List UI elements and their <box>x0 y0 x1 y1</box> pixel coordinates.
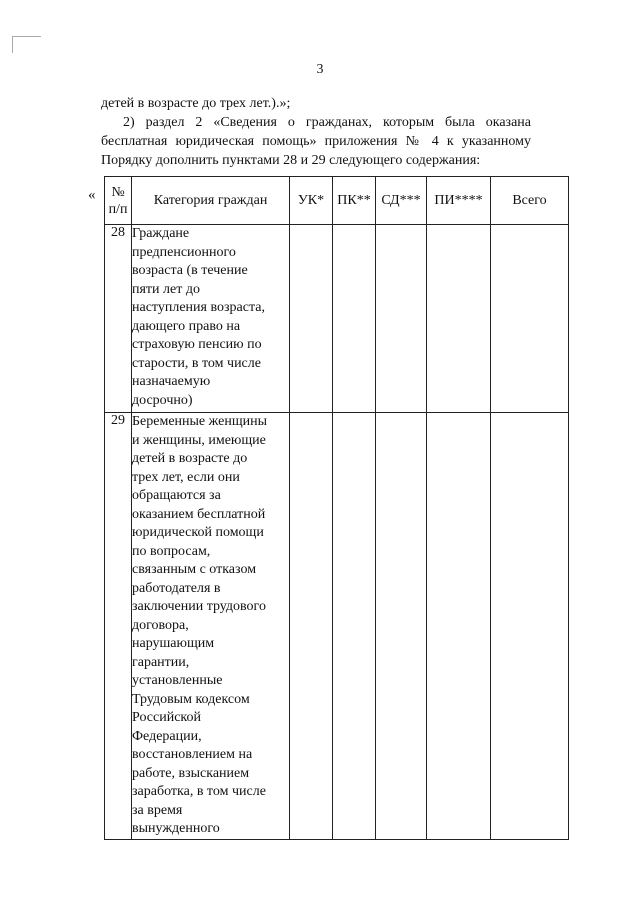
header-number: № п/п <box>105 177 132 225</box>
paragraph-line: 2) раздел 2 «Сведения о гражданах, которым была оказана <box>123 115 531 130</box>
cell-pk <box>333 225 376 413</box>
category-line: оказанием бесплатной <box>132 506 266 522</box>
category-line: Беременные женщины <box>132 414 268 429</box>
category-line: нарушающим <box>132 636 215 651</box>
category-line: восстановлением на <box>132 747 253 762</box>
cell-total <box>491 413 569 840</box>
category-line: заключении трудового <box>132 599 266 614</box>
category-line: досрочно) <box>132 392 193 408</box>
paragraph-continuation: детей в возрасте до трех лет.).»; <box>101 96 291 111</box>
category-line: трех лет, если они <box>132 469 240 485</box>
header-category: Категория граждан <box>132 177 290 225</box>
cell-sd <box>376 413 427 840</box>
category-line: старости, в том числе <box>132 355 261 371</box>
cell-total <box>491 225 569 413</box>
header-sd: СД*** <box>376 177 427 225</box>
category-line: за время <box>132 802 183 818</box>
paragraph-amendment <box>101 113 531 170</box>
row-number: 29 <box>105 413 132 840</box>
category-line: возраста (в течение <box>132 263 248 278</box>
category-line: Трудовым кодексом <box>132 691 250 707</box>
cell-pi <box>427 225 491 413</box>
cell-sd <box>376 225 427 413</box>
category-line: договора, <box>132 617 189 633</box>
header-uk: УК* <box>290 177 333 225</box>
category-line: предпенсионного <box>132 244 236 260</box>
header-pk: ПК** <box>333 177 376 225</box>
category-line: вынужденного <box>132 821 220 836</box>
header-pi: ПИ**** <box>427 177 491 225</box>
scan-corner-mark <box>12 36 41 53</box>
row-category <box>132 225 290 413</box>
category-line: работодателя в <box>132 580 221 596</box>
header-total: Всего <box>491 177 569 225</box>
paragraph-line: Порядку дополнить пунктами 28 и 29 следующего содержания: <box>101 153 481 168</box>
category-line: и женщины, имеющие <box>132 432 266 448</box>
category-line: Российской <box>132 710 201 725</box>
category-line: дающего право на <box>132 318 241 334</box>
category-line: Граждане <box>132 226 190 241</box>
category-line: гарантии, <box>132 654 190 670</box>
category-line: назначаемую <box>132 374 211 389</box>
table-row <box>105 225 569 413</box>
table-row <box>105 413 569 840</box>
category-line: обращаются за <box>132 488 221 503</box>
cell-uk <box>290 413 333 840</box>
row-category <box>132 413 290 840</box>
category-line: заработка, в том числе <box>132 784 266 799</box>
category-line: юридической помощи <box>132 525 264 540</box>
category-line: пяти лет до <box>132 281 200 297</box>
category-line: страховую пенсию по <box>132 337 262 352</box>
paragraph-line: бесплатная юридическая помощь» приложения № 4 к указанному <box>101 134 531 149</box>
row-number: 28 <box>105 225 132 413</box>
category-line: детей в возрасте до <box>132 451 248 466</box>
cell-uk <box>290 225 333 413</box>
category-line: по вопросам, <box>132 543 211 559</box>
cell-pi <box>427 413 491 840</box>
citizen-categories-table <box>104 176 569 840</box>
category-line: установленные <box>132 673 223 688</box>
page-number: 3 <box>316 62 324 77</box>
table-header-row <box>105 177 569 225</box>
category-line: Федерации, <box>132 728 202 744</box>
cell-pk <box>333 413 376 840</box>
category-line: наступления возраста, <box>132 300 265 315</box>
category-line: работе, взысканием <box>132 765 250 781</box>
opening-quote-mark: « <box>88 187 96 203</box>
category-line: связанным с отказом <box>132 562 257 577</box>
